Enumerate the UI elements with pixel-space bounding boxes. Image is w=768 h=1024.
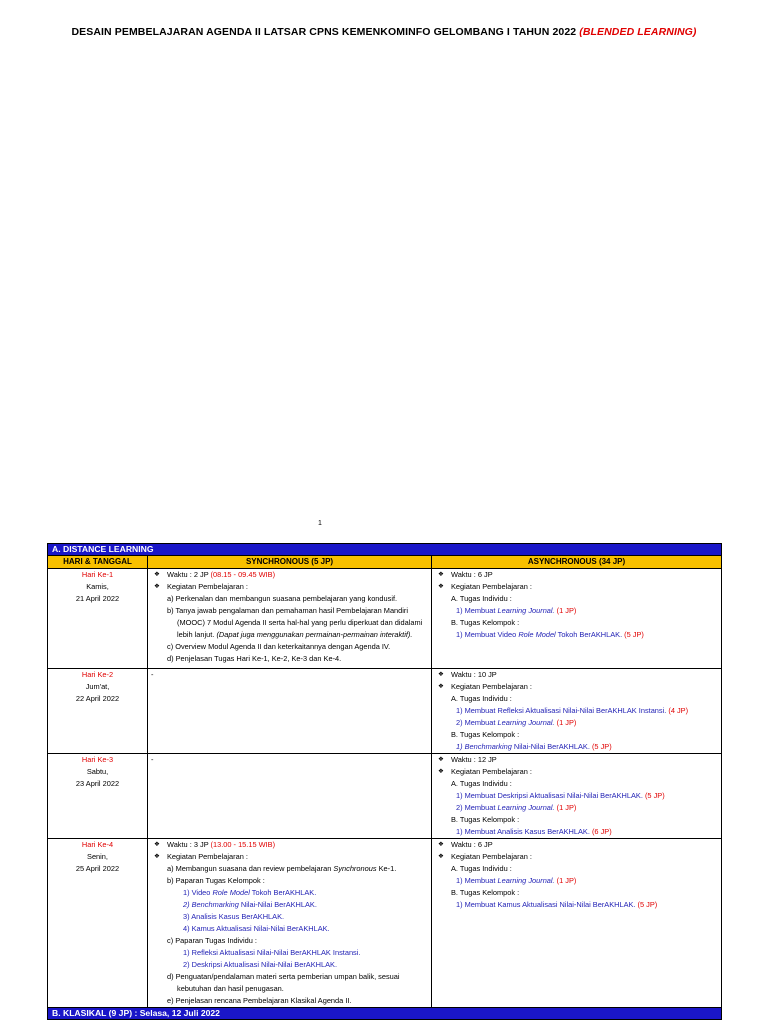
table-row [48, 669, 722, 754]
async-time: ❖ Waktu : 6 JP [435, 569, 718, 581]
async-activity-label: ❖ Kegiatan Pembelajaran : [435, 581, 718, 593]
sync-cell [148, 569, 432, 669]
page-number: 1 [318, 520, 322, 527]
day-cell [48, 569, 148, 669]
async-individual-label: A. Tugas Individu : [451, 594, 512, 603]
sync-time: ❖ Waktu : 3 JP (13.00 - 15.15 WIB) [151, 839, 428, 851]
title-blended: (BLENDED LEARNING) [579, 26, 697, 38]
section-b-row [48, 1008, 722, 1020]
day-name: Kamis, [86, 582, 109, 591]
column-header-row [48, 556, 722, 569]
day-date: 25 April 2022 [75, 864, 120, 873]
async-individual-label: A. Tugas Individu : [451, 779, 512, 788]
schedule-table [47, 543, 722, 1020]
async-individual-label: A. Tugas Individu : [451, 864, 512, 873]
table-row [48, 754, 722, 839]
async-individual-1: 1) Membuat Learning Journal. (1 JP) [456, 606, 577, 615]
day-cell [48, 839, 148, 1008]
async-individual-1: 1) Membuat Refleksi Aktualisasi Nilai-Nilai BerAKHLAK Instansi. (4 JP) [456, 706, 689, 715]
sync-cell: - [148, 754, 432, 839]
sync-item-c1: 1) Refleksi Aktualisasi Nilai-Nilai BerAKHLAK Instansi. [183, 948, 361, 957]
async-time: ❖ Waktu : 6 JP [435, 839, 718, 851]
sync-item-b: b) Paparan Tugas Kelompok : [167, 876, 265, 885]
async-individual-2: 2) Membuat Learning Journal. (1 JP) [456, 718, 577, 727]
sync-item-b3: 3) Analisis Kasus BerAKHLAK. [183, 912, 285, 921]
async-group-1: 1) Membuat Analisis Kasus BerAKHLAK. (6 JP) [456, 827, 612, 836]
sync-item-b2: 2) Benchmarking Nilai-Nilai BerAKHLAK. [183, 900, 317, 909]
async-time: ❖ Waktu : 10 JP [435, 669, 718, 681]
day-date: 23 April 2022 [75, 779, 120, 788]
async-cell [432, 754, 722, 839]
sync-item-a: a) Membangun suasana dan review pembelajaran Synchronous Ke-1. [167, 864, 397, 873]
sync-item-c: c) Overview Modul Agenda II dan keterkaitannya dengan Agenda IV. [167, 642, 391, 651]
sync-item-c: c) Paparan Tugas Individu : [167, 936, 257, 945]
async-individual-1: 1) Membuat Learning Journal. (1 JP) [456, 876, 577, 885]
document-title [0, 26, 768, 38]
day-label: Hari Ke-2 [81, 670, 114, 679]
sync-item-d: d) Penguatan/pendalaman materi serta pemberian umpan balik, sesuai kebutuhan dan hasil penugasan. [167, 972, 400, 993]
table-row [48, 569, 722, 669]
day-cell [48, 754, 148, 839]
section-b-header: B. KLASIKAL (9 JP) : Selasa, 12 Juli 2022 [48, 1008, 722, 1020]
title-main: DESAIN PEMBELAJARAN AGENDA II LATSAR CPNS KEMENKOMINFO GELOMBANG I TAHUN 2022 [71, 26, 580, 38]
sync-item-e: e) Penjelasan rencana Pembelajaran Klasikal Agenda II. [167, 996, 352, 1005]
day-label: Hari Ke-4 [81, 840, 114, 849]
async-group-1: 1) Benchmarking Nilai-Nilai BerAKHLAK. (5 JP) [456, 742, 612, 751]
header-day: HARI & TANGGAL [48, 556, 148, 569]
sync-activity-label: ❖ Kegiatan Pembelajaran : [151, 581, 428, 593]
async-group-label: B. Tugas Kelompok : [451, 815, 520, 824]
async-time: ❖ Waktu : 12 JP [435, 754, 718, 766]
header-async: ASYNCHRONOUS (34 JP) [432, 556, 722, 569]
sync-activity-label: ❖ Kegiatan Pembelajaran : [151, 851, 428, 863]
async-cell [432, 669, 722, 754]
day-date: 21 April 2022 [75, 594, 120, 603]
day-date: 22 April 2022 [75, 694, 120, 703]
sync-item-d: d) Penjelasan Tugas Hari Ke-1, Ke-2, Ke-3 dan Ke-4. [167, 654, 342, 663]
async-activity-label: ❖ Kegiatan Pembelajaran : [435, 766, 718, 778]
section-a-header: A. DISTANCE LEARNING [48, 544, 722, 556]
async-cell [432, 839, 722, 1008]
day-label: Hari Ke-3 [81, 755, 114, 764]
day-name: Senin, [87, 852, 108, 861]
header-sync: SYNCHRONOUS (5 JP) [148, 556, 432, 569]
day-cell [48, 669, 148, 754]
async-individual-2: 2) Membuat Learning Journal. (1 JP) [456, 803, 577, 812]
async-group-label: B. Tugas Kelompok : [451, 618, 520, 627]
sync-item-b: b) Tanya jawab pengalaman dan pemahaman hasil Pembelajaran Mandiri (MOOC) 7 Modul Agenda II serta hal-hal yang perlu diperkuat dan didalami lebih lanjut. (Dapat juga menggunakan permainan-permainan interaktif). [167, 606, 423, 639]
sync-item-c2: 2) Deskripsi Aktualisasi Nilai-Nilai BerAKHLAK. [183, 960, 338, 969]
async-individual-label: A. Tugas Individu : [451, 694, 512, 703]
async-individual-1: 1) Membuat Deskripsi Aktualisasi Nilai-Nilai BerAKHLAK. (5 JP) [456, 791, 665, 800]
sync-item-b1: 1) Video Role Model Tokoh BerAKHLAK. [183, 888, 317, 897]
sync-cell [148, 839, 432, 1008]
async-activity-label: ❖ Kegiatan Pembelajaran : [435, 851, 718, 863]
day-name: Jum'at, [85, 682, 110, 691]
async-group-label: B. Tugas Kelompok : [451, 730, 520, 739]
day-label: Hari Ke-1 [81, 570, 114, 579]
async-group-label: B. Tugas Kelompok : [451, 888, 520, 897]
section-a-row [48, 544, 722, 556]
table-row [48, 839, 722, 1008]
async-group-1: 1) Membuat Video Role Model Tokoh BerAKHLAK. (5 JP) [456, 630, 644, 639]
day-name: Sabtu, [86, 767, 109, 776]
async-group-1: 1) Membuat Kamus Aktualisasi Nilai-Nilai BerAKHLAK. (5 JP) [456, 900, 658, 909]
sync-item-a: a) Perkenalan dan membangun suasana pembelajaran yang kondusif. [167, 594, 398, 603]
sync-time: ❖ Waktu : 2 JP (08.15 - 09.45 WIB) [151, 569, 428, 581]
async-cell [432, 569, 722, 669]
sync-cell: - [148, 669, 432, 754]
async-activity-label: ❖ Kegiatan Pembelajaran : [435, 681, 718, 693]
sync-item-b4: 4) Kamus Aktualisasi Nilai-Nilai BerAKHLAK. [183, 924, 330, 933]
